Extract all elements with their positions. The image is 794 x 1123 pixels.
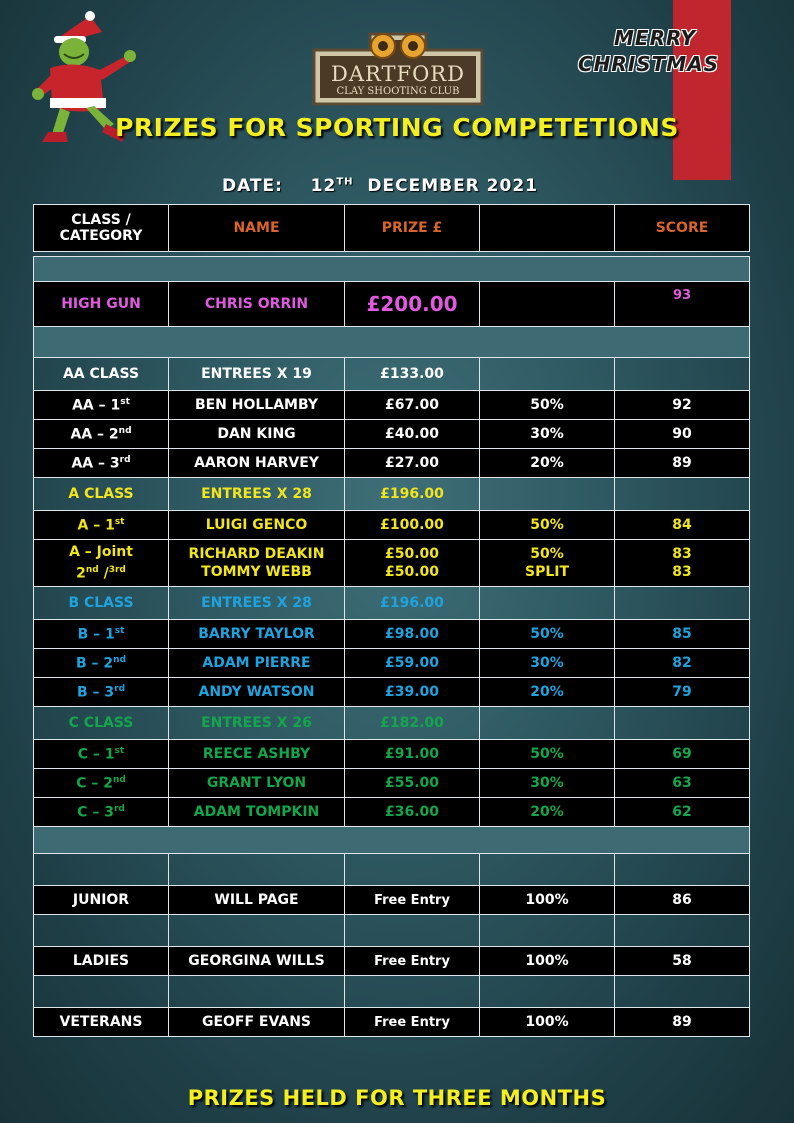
empty-cell — [615, 587, 750, 620]
high-gun-name: CHRIS ORRIN — [169, 282, 345, 327]
place-cell: AA – 2nd — [34, 420, 169, 449]
percent-cell: 20% — [480, 678, 615, 707]
score-cell: 82 — [615, 649, 750, 678]
date-day: 12 — [310, 176, 337, 196]
name-cell: AARON HARVEY — [169, 449, 345, 478]
ladies-row — [34, 947, 750, 976]
empty-row — [34, 976, 750, 1008]
logo-subtitle: CLAY SHOOTING CLUB — [336, 86, 460, 97]
prize-cell: £100.00 — [345, 511, 480, 540]
empty-cell — [345, 976, 480, 1008]
empty-cell — [480, 854, 615, 886]
place-cell: C – 2nd — [34, 769, 169, 798]
name-cell: WILL PAGE — [169, 886, 345, 915]
name-cell: LUIGI GENCO — [169, 511, 345, 540]
b-prize-pool: £196.00 — [345, 587, 480, 620]
empty-cell — [615, 915, 750, 947]
table-row — [34, 678, 750, 707]
name-cell: BARRY TAYLOR — [169, 620, 345, 649]
table-row-joint — [34, 540, 750, 587]
table-row — [34, 769, 750, 798]
table-row — [34, 620, 750, 649]
empty-cell — [615, 976, 750, 1008]
score-cell: 86 — [615, 886, 750, 915]
empty-cell — [615, 707, 750, 740]
empty-cell — [345, 915, 480, 947]
empty-cell — [34, 915, 169, 947]
score-cell: 84 — [615, 511, 750, 540]
place-cell: C – 3rd — [34, 798, 169, 827]
score-cell: 89 — [615, 449, 750, 478]
empty-cell — [34, 854, 169, 886]
empty-cell — [480, 478, 615, 511]
empty-row — [34, 915, 750, 947]
name-cell: GRANT LYON — [169, 769, 345, 798]
empty-cell — [169, 976, 345, 1008]
table-row — [34, 740, 750, 769]
category-cell: LADIES — [34, 947, 169, 976]
competition-date — [222, 176, 538, 196]
christmas-text: CHRISTMAS — [578, 52, 720, 76]
prize-cell: £40.00 — [345, 420, 480, 449]
place-cell: AA – 1st — [34, 391, 169, 420]
place-cell: B – 3rd — [34, 678, 169, 707]
place-cell: A – Joint 2nd /$^{3rd}$ — [34, 540, 169, 587]
header-score: SCORE — [615, 205, 750, 252]
prize-cell: £50.00 £50.00 — [345, 540, 480, 587]
prize-cell: £91.00 — [345, 740, 480, 769]
b-class-label: B CLASS — [34, 587, 169, 620]
prize-cell: £98.00 — [345, 620, 480, 649]
high-gun-row — [34, 282, 750, 327]
header-class: CLASS / CATEGORY — [34, 205, 169, 252]
date-label: DATE: — [222, 176, 283, 196]
percent-cell: 50% SPLIT — [480, 540, 615, 587]
place-cell: AA – 3rd — [34, 449, 169, 478]
high-gun-percent — [480, 282, 615, 327]
percent-cell: 50% — [480, 511, 615, 540]
header-name: NAME — [169, 205, 345, 252]
empty-row — [34, 854, 750, 886]
b-class-row — [34, 587, 750, 620]
prize-cell: £59.00 — [345, 649, 480, 678]
prize-cell: £27.00 — [345, 449, 480, 478]
empty-cell — [480, 915, 615, 947]
percent-cell: 30% — [480, 649, 615, 678]
prize-cell: £55.00 — [345, 769, 480, 798]
prize-cell: Free Entry — [345, 947, 480, 976]
empty-cell — [480, 358, 615, 391]
percent-cell: 30% — [480, 420, 615, 449]
empty-cell — [615, 358, 750, 391]
empty-cell — [480, 587, 615, 620]
empty-cell — [169, 915, 345, 947]
aa-class-label: AA CLASS — [34, 358, 169, 391]
score-cell: 85 — [615, 620, 750, 649]
prize-cell: £67.00 — [345, 391, 480, 420]
name-cell: REECE ASHBY — [169, 740, 345, 769]
footer-note: PRIZES HELD FOR THREE MONTHS — [187, 1086, 607, 1110]
high-gun-score: 93 — [615, 282, 750, 327]
place-cell: B – 1st — [34, 620, 169, 649]
a-class-row — [34, 478, 750, 511]
table-row — [34, 649, 750, 678]
logo-name: DARTFORD — [331, 62, 465, 86]
table-header-row — [34, 205, 750, 252]
prize-cell: Free Entry — [345, 1008, 480, 1037]
c-prize-pool: £182.00 — [345, 707, 480, 740]
a-entries: ENTREES X 28 — [169, 478, 345, 511]
percent-cell: 20% — [480, 798, 615, 827]
prize-cell: £36.00 — [345, 798, 480, 827]
score-cell: 63 — [615, 769, 750, 798]
a-class-label: A CLASS — [34, 478, 169, 511]
place-cell: A – 1st — [34, 511, 169, 540]
empty-cell — [615, 478, 750, 511]
c-class-label: C CLASS — [34, 707, 169, 740]
name-cell: GEORGINA WILLS — [169, 947, 345, 976]
name-cell: ADAM TOMPKIN — [169, 798, 345, 827]
high-gun-prize: £200.00 — [345, 282, 480, 327]
table-row — [34, 449, 750, 478]
name-cell: DAN KING — [169, 420, 345, 449]
table-row — [34, 511, 750, 540]
percent-cell: 50% — [480, 740, 615, 769]
score-cell: 90 — [615, 420, 750, 449]
score-cell: 83 83 — [615, 540, 750, 587]
prize-cell: £39.00 — [345, 678, 480, 707]
merry-text: MERRY — [614, 26, 697, 50]
spacer-row — [34, 827, 750, 854]
veterans-row — [34, 1008, 750, 1037]
score-cell: 62 — [615, 798, 750, 827]
aa-prize-pool: £133.00 — [345, 358, 480, 391]
high-gun-class: HIGH GUN — [34, 282, 169, 327]
category-cell: JUNIOR — [34, 886, 169, 915]
spacer-row — [34, 257, 750, 282]
percent-cell: 30% — [480, 769, 615, 798]
junior-row — [34, 886, 750, 915]
percent-cell: 20% — [480, 449, 615, 478]
percent-cell: 100% — [480, 947, 615, 976]
name-cell: ANDY WATSON — [169, 678, 345, 707]
table-row — [34, 798, 750, 827]
header-prize: PRIZE £ — [345, 205, 480, 252]
name-cell: RICHARD DEAKIN TOMMY WEBB — [169, 540, 345, 587]
a-prize-pool: £196.00 — [345, 478, 480, 511]
name-cell: BEN HOLLAMBY — [169, 391, 345, 420]
percent-cell: 100% — [480, 886, 615, 915]
table-row — [34, 420, 750, 449]
name-cell: GEOFF EVANS — [169, 1008, 345, 1037]
place-cell: C – 1st — [34, 740, 169, 769]
c-class-row — [34, 707, 750, 740]
percent-cell: 50% — [480, 620, 615, 649]
place-cell: B – 2nd — [34, 649, 169, 678]
empty-cell — [615, 854, 750, 886]
c-entries: ENTREES X 26 — [169, 707, 345, 740]
score-cell: 69 — [615, 740, 750, 769]
header-percent — [480, 205, 615, 252]
prizes-table — [33, 204, 750, 1037]
empty-cell — [480, 707, 615, 740]
empty-cell — [345, 854, 480, 886]
date-month-year: DECEMBER 2021 — [367, 176, 538, 196]
score-cell: 58 — [615, 947, 750, 976]
score-cell: 89 — [615, 1008, 750, 1037]
club-logo — [310, 20, 486, 106]
percent-cell: 50% — [480, 391, 615, 420]
page-title: PRIZES FOR SPORTING COMPETETIONS — [115, 113, 679, 142]
empty-cell — [34, 976, 169, 1008]
aa-entries: ENTREES X 19 — [169, 358, 345, 391]
table-row — [34, 391, 750, 420]
score-cell: 79 — [615, 678, 750, 707]
score-cell: 92 — [615, 391, 750, 420]
category-cell: VETERANS — [34, 1008, 169, 1037]
empty-cell — [480, 976, 615, 1008]
prize-cell: Free Entry — [345, 886, 480, 915]
aa-class-row — [34, 358, 750, 391]
date-suffix: TH — [336, 176, 354, 188]
percent-cell: 100% — [480, 1008, 615, 1037]
b-entries: ENTREES X 28 — [169, 587, 345, 620]
empty-cell — [169, 854, 345, 886]
name-cell: ADAM PIERRE — [169, 649, 345, 678]
merry-christmas-graphic — [578, 26, 778, 106]
spacer-row — [34, 327, 750, 358]
